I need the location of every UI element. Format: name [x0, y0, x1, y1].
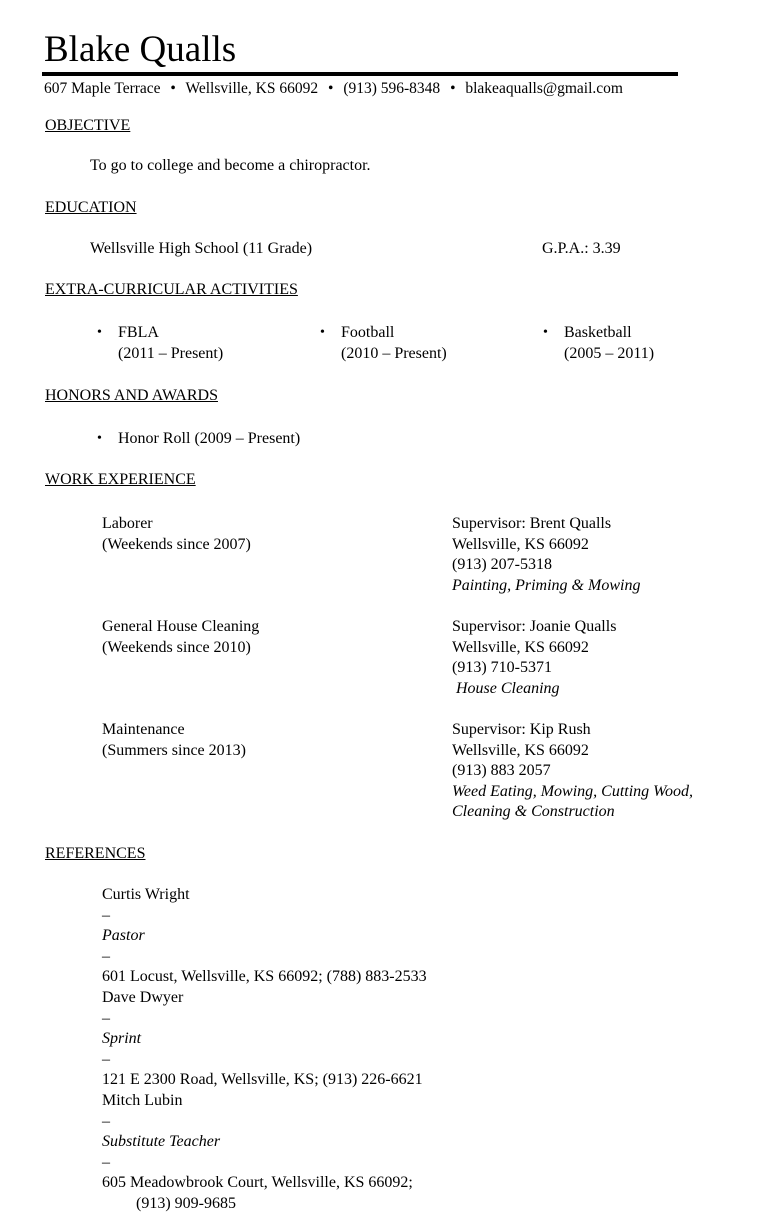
reference-role: Substitute Teacher [102, 1133, 221, 1151]
reference-item [102, 885, 427, 988]
dash: – [102, 1050, 110, 1068]
job-supervisor-block [452, 617, 616, 699]
job-supervisor: Supervisor: Brent Qualls [452, 515, 612, 532]
phone: (913) 596-8348 [343, 80, 441, 97]
dash: – [102, 947, 110, 965]
reference-item [102, 1091, 427, 1194]
reference-details: 605 Meadowbrook Court, Wellsville, KS 66092; [102, 1174, 413, 1192]
reference-name: Mitch Lubin [102, 1091, 183, 1109]
reference-list [102, 885, 427, 1215]
bullet-icon: • [320, 325, 325, 340]
activity-dates: (2011 – Present) [118, 344, 224, 362]
activity-dates: (2005 – 2011) [564, 344, 655, 362]
activity-item [118, 323, 223, 364]
job-period: (Weekends since 2010) [102, 638, 251, 656]
job-entry [102, 617, 259, 658]
separator: • [170, 80, 176, 97]
email: blakeaqualls@gmail.com [465, 80, 623, 97]
job-phone: (913) 883 2057 [452, 762, 551, 780]
activity-name: Basketball [564, 324, 632, 341]
reference-continuation: (913) 909-9685 [136, 1194, 236, 1212]
job-phone: (913) 710-5371 [452, 659, 552, 677]
reference-role: Sprint [102, 1030, 142, 1048]
job-location: Wellsville, KS 66092 [452, 638, 589, 656]
references-heading: REFERENCES [45, 845, 146, 862]
honor-item: Honor Roll (2009 – Present) [118, 430, 301, 447]
job-supervisor: Supervisor: Kip Rush [452, 721, 591, 738]
job-location: Wellsville, KS 66092 [452, 535, 589, 553]
bullet-icon: • [97, 431, 102, 446]
reference-name: Curtis Wright [102, 886, 190, 903]
job-duties: Painting, Priming & Mowing [452, 576, 641, 594]
school: Wellsville High School (11 Grade) [90, 240, 313, 257]
objective-heading: OBJECTIVE [45, 117, 131, 134]
activity-item [564, 323, 654, 364]
dash: – [102, 1153, 110, 1171]
reference-details: 121 E 2300 Road, Wellsville, KS; (913) 226-6621 [102, 1071, 423, 1089]
city: Wellsville, KS 66092 [185, 80, 319, 97]
activity-name: Football [341, 324, 395, 341]
header-rule [42, 72, 678, 76]
work-heading: WORK EXPERIENCE [45, 471, 196, 488]
activity-item [341, 323, 447, 364]
job-supervisor-block [452, 514, 640, 596]
activity-name: FBLA [118, 324, 159, 341]
objective-text: To go to college and become a chiropractor. [90, 157, 371, 174]
gpa: G.P.A.: 3.39 [542, 240, 621, 257]
job-supervisor: Supervisor: Joanie Qualls [452, 618, 617, 635]
separator: • [328, 80, 334, 97]
job-location: Wellsville, KS 66092 [452, 741, 589, 759]
job-title: Laborer [102, 515, 153, 532]
job-title: General House Cleaning [102, 618, 260, 635]
applicant-name: Blake Qualls [44, 29, 237, 70]
bullet-icon: • [543, 325, 548, 340]
honors-heading: HONORS AND AWARDS [45, 387, 218, 404]
reference-item [102, 988, 427, 1091]
address: 607 Maple Terrace [44, 80, 161, 97]
dash: – [102, 1009, 110, 1027]
job-title: Maintenance [102, 721, 185, 738]
dash: – [102, 906, 110, 924]
job-entry [102, 720, 246, 761]
separator: • [450, 80, 456, 97]
job-duties: House Cleaning [452, 679, 560, 697]
education-heading: EDUCATION [45, 199, 137, 216]
job-entry [102, 514, 251, 555]
contact-line [44, 79, 623, 99]
job-period: (Summers since 2013) [102, 741, 246, 759]
job-supervisor-block [452, 720, 693, 823]
job-duties: Weed Eating, Mowing, Cutting Wood, [452, 782, 694, 800]
job-phone: (913) 207-5318 [452, 556, 552, 574]
dash: – [102, 1112, 110, 1130]
job-duties: Cleaning & Construction [452, 803, 615, 821]
job-period: (Weekends since 2007) [102, 535, 251, 553]
bullet-icon: • [97, 325, 102, 340]
reference-details: 601 Locust, Wellsville, KS 66092; (788) 883-2533 [102, 968, 427, 986]
reference-role: Pastor [102, 927, 145, 945]
activities-heading: EXTRA-CURRICULAR ACTIVITIES [45, 281, 298, 298]
activity-dates: (2010 – Present) [341, 344, 447, 362]
reference-name: Dave Dwyer [102, 988, 184, 1006]
